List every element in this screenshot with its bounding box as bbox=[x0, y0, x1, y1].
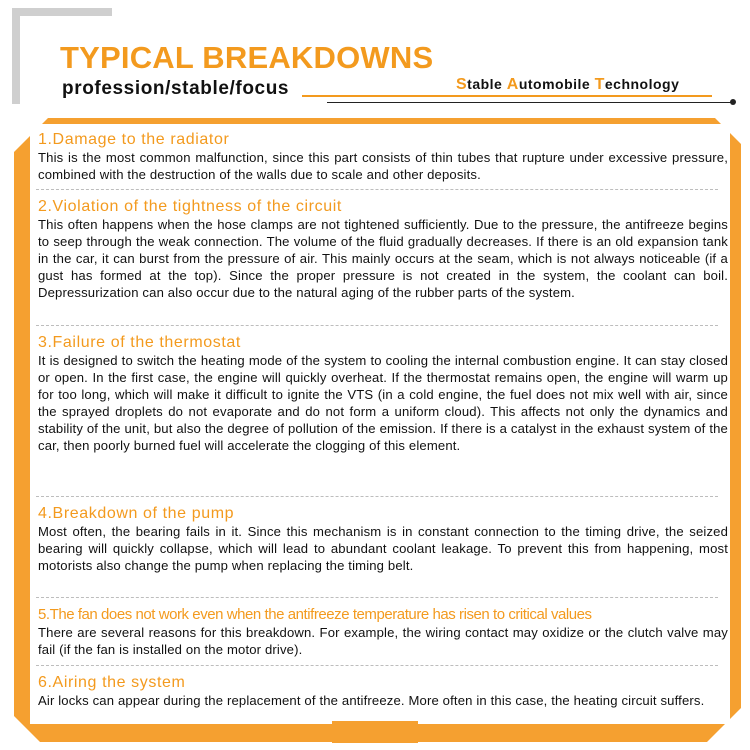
brand-tagline bbox=[456, 76, 679, 94]
section-divider bbox=[36, 665, 718, 666]
section-body: This often happens when the hose clamps are not tightened sufficiently. Due to the pressure, the antifreeze begins to seep through the weak connection. The volume of the fluid gradually decreases. If there is an old expansion tank in the car, it can burst from the pressure of air. This mainly occurs at the seam, which is not always noticeable (if a gust has formed at the top). Since the proper pressure is not created in the system, the coolant can boil. Depressurization can also occur due to the natural aging of the rubber parts of the system. bbox=[38, 217, 728, 300]
section-title: 5.The fan does not work even when the antifreeze temperature has risen to critical values bbox=[38, 606, 592, 623]
section-pump bbox=[38, 504, 728, 574]
brand-word-automobile: utomobile bbox=[518, 76, 595, 92]
brand-word-stable: table bbox=[467, 76, 507, 92]
brand-word-technology: echnology bbox=[604, 76, 680, 92]
brand-initial-t: T bbox=[594, 76, 605, 93]
section-title: 2.Violation of the tightness of the circuit bbox=[38, 198, 342, 215]
section-divider bbox=[36, 325, 718, 326]
section-body: There are several reasons for this breakdown. For example, the wiring contact may oxidize or the clutch valve may fail (if the fan is installed on the motor drive). bbox=[38, 625, 728, 657]
section-body: Most often, the bearing fails in it. Since this mechanism is in constant connection to the timing drive, the seized bearing will quickly collapse, which will lead to abundant coolant leakage. To prevent this from happening, most motorists also change the pump when replacing the timing belt. bbox=[38, 524, 728, 573]
section-divider bbox=[36, 597, 718, 598]
section-radiator bbox=[38, 130, 728, 183]
subtitle-underline bbox=[302, 95, 712, 97]
brand-initial-a: A bbox=[506, 76, 519, 93]
frame-bottom-tab bbox=[332, 721, 418, 743]
section-airing bbox=[38, 673, 728, 709]
section-body: Air locks can appear during the replacement of the antifreeze. More often in this case, the heating circuit suffers. bbox=[38, 693, 705, 708]
section-circuit-tightness bbox=[38, 197, 728, 301]
header-rule-line bbox=[327, 102, 732, 103]
section-thermostat bbox=[38, 333, 728, 454]
section-divider bbox=[36, 189, 718, 190]
page-title: TYPICAL BREAKDOWNS bbox=[60, 40, 434, 75]
page-subtitle: profession/stable/focus bbox=[62, 78, 290, 99]
section-body: This is the most common malfunction, since this part consists of thin tubes that rupture under excessive pressure, combined with the destruction of the walls due to scale and other deposits. bbox=[38, 150, 728, 182]
section-fan bbox=[38, 605, 728, 658]
brand-initial-s: S bbox=[456, 76, 468, 93]
header-rule-dot bbox=[730, 99, 736, 105]
section-title: 6.Airing the system bbox=[38, 674, 186, 691]
section-title: 3.Failure of the thermostat bbox=[38, 334, 241, 351]
section-divider bbox=[36, 496, 718, 497]
section-title: 1.Damage to the radiator bbox=[38, 131, 230, 148]
section-title: 4.Breakdown of the pump bbox=[38, 505, 235, 522]
section-body: It is designed to switch the heating mode of the system to cooling the internal combustion engine. It can stay closed or open. In the first case, the engine will quickly overheat. If the thermostat remains open, the engine will warm up for too long, which will make it difficult to ignite the VTS (in a cold engine, the fuel does not mix well with air, since the sprayed droplets do not evaporate and do not form a uniform cloud). This affects not only the dynamics and stability of the unit, but also the degree of pollution of the emission. If there is a catalyst in the exhaust system of the car, then poorly burned fuel will accelerate the clogging of this element. bbox=[38, 353, 728, 453]
content-panel bbox=[30, 124, 730, 724]
